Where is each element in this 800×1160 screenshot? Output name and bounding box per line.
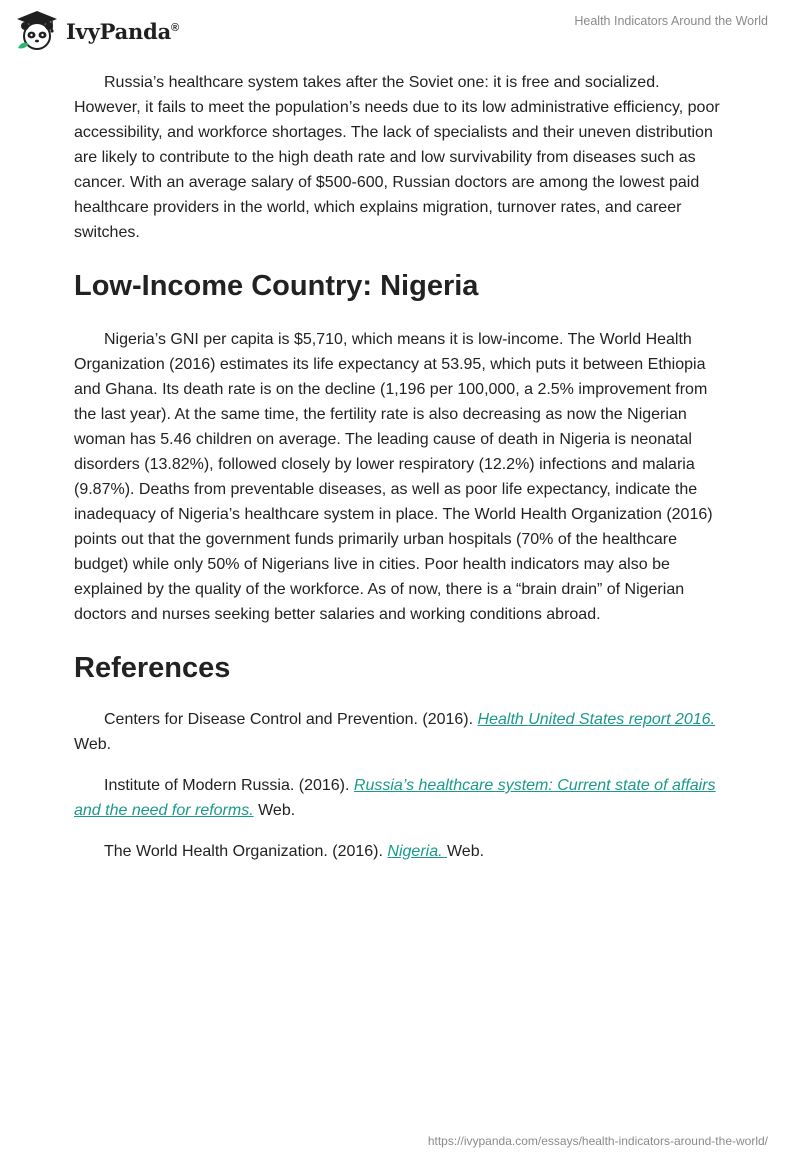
reference-link[interactable]: Russia’s healthcare system: Current state of affairs and the need for reforms. bbox=[74, 777, 716, 819]
reference-suffix: Web. bbox=[253, 802, 296, 819]
reference-citation: Institute of Modern Russia. (2016). bbox=[104, 777, 354, 794]
running-title: Health Indicators Around the World bbox=[574, 14, 768, 28]
ivypanda-logo[interactable] bbox=[14, 8, 179, 54]
reference-citation: The World Health Organization. (2016). bbox=[104, 843, 388, 860]
heading-nigeria: Low-Income Country: Nigeria bbox=[74, 270, 479, 302]
reference-item bbox=[74, 839, 726, 864]
essay-content bbox=[74, 70, 726, 864]
reference-item bbox=[74, 773, 726, 823]
panda-graduate-icon bbox=[14, 8, 60, 54]
reference-citation: Centers for Disease Control and Prevention. (2016). bbox=[104, 711, 478, 728]
reference-suffix: Web. bbox=[446, 843, 485, 860]
reference-link[interactable]: Health United States report 2016. bbox=[477, 711, 716, 728]
paragraph-russia: Russia’s healthcare system takes after the Soviet one: it is free and socialized. However, it fails to meet the population’s needs due to its low administrative efficiency, poor accessibility, and workforce shortages. The lack of specialists and their uneven distribution are likely to contribute to the high death rate and low survivability from diseases such as cancer. With an average salary of $500-600, Russian doctors are among the lowest paid healthcare providers in the world, which explains migration, turnover rates, and career switches. bbox=[74, 74, 720, 241]
reference-item bbox=[74, 707, 726, 757]
paragraph-nigeria: Nigeria’s GNI per capita is $5,710, which means it is low-income. The World Health Organization (2016) estimates its life expectancy at 53.95, which puts it between Ethiopia and Ghana. Its death rate is on the decline (1,196 per 100,000, a 2.5% improvement from the last year). At the same time, the fertility rate is also decreasing as now the Nigerian woman has 5.46 children on average. The leading cause of death in Nigeria is neonatal disorders (13.82%), followed closely by lower respiratory (12.2%) infections and malaria (9.87%). Deaths from preventable diseases, as well as poor life expectancy, indicate the inadequacy of Nigeria’s healthcare system in place. The World Health Organization (2016) points out that the government funds primarily urban hospitals (70% of the healthcare budget) while only 50% of Nigerians live in cities. Poor health indicators may also be explained by the quality of the workforce. As of now, there is a “brain drain” of Nigerian doctors and nurses seeking better salaries and working conditions abroad. bbox=[74, 331, 713, 623]
page-header bbox=[0, 0, 800, 64]
registered-mark: ® bbox=[171, 21, 179, 34]
reference-link[interactable]: Nigeria. bbox=[387, 843, 447, 860]
brand-name: IvyPanda® bbox=[66, 18, 179, 44]
source-url[interactable]: https://ivypanda.com/essays/health-indicators-around-the-world/ bbox=[427, 1134, 768, 1148]
heading-references: References bbox=[74, 652, 231, 684]
reference-suffix: Web. bbox=[74, 736, 112, 753]
